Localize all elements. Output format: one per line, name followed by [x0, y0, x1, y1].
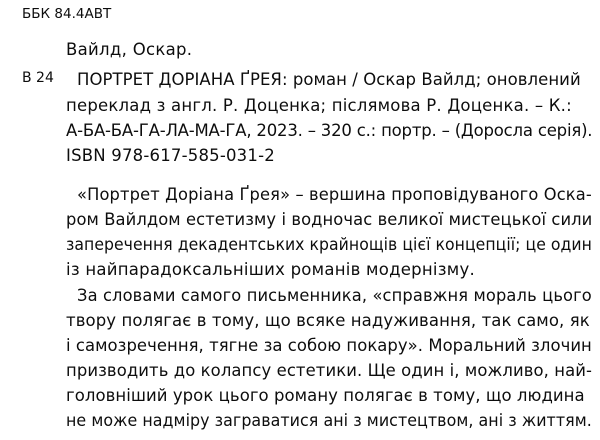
- bbk-index: ББК 84.4АВТ: [22, 6, 112, 22]
- catalog-line-isbn: ISBN 978-617-585-031-2: [66, 146, 275, 165]
- author-code: В 24: [22, 70, 54, 86]
- annotation-line: «Портрет Доріана Ґрея» – вершина проповідуваного Оска-: [77, 185, 592, 204]
- annotation-line: не може надміру заграватися ані з мистецтвом, ані з життям.: [66, 411, 592, 430]
- annotation-line: заперечення декадентських крайнощів цієї концепції; це один: [66, 235, 592, 254]
- annotation-line: із найпарадоксальніших романів модернізму.: [66, 260, 475, 279]
- annotation-line: За словами самого письменника, «справжня мораль цього: [77, 286, 592, 305]
- annotation-line: ром Вайлдом естетизму і водночас великої мистецької сили: [66, 210, 593, 229]
- author-heading: Вайлд, Оскар.: [66, 40, 193, 59]
- catalog-line-publisher: А-БА-БА-ГА-ЛА-МА-ГА, 2023. – 320 с.: портр. – (Доросла серія).: [66, 121, 593, 140]
- annotation-line: головніший урок цього роману полягає в тому, що людина: [66, 386, 585, 405]
- annotation-line: і самозречення, тягне за собою покару». Моральний злочин: [66, 336, 592, 355]
- annotation-line: твору полягає в тому, що всяке надуживання, так само, як: [66, 311, 590, 330]
- annotation-line: призводить до колапсу естетики. Ще один і, можливо, най-: [66, 361, 593, 380]
- catalog-line-translation: переклад з англ. Р. Доценка; післямова Р. Доценка. – К.:: [66, 96, 572, 115]
- catalog-line-title: ПОРТРЕТ ДОРІАНА ҐРЕЯ: роман / Оскар Вайлд; оновлений: [77, 70, 581, 89]
